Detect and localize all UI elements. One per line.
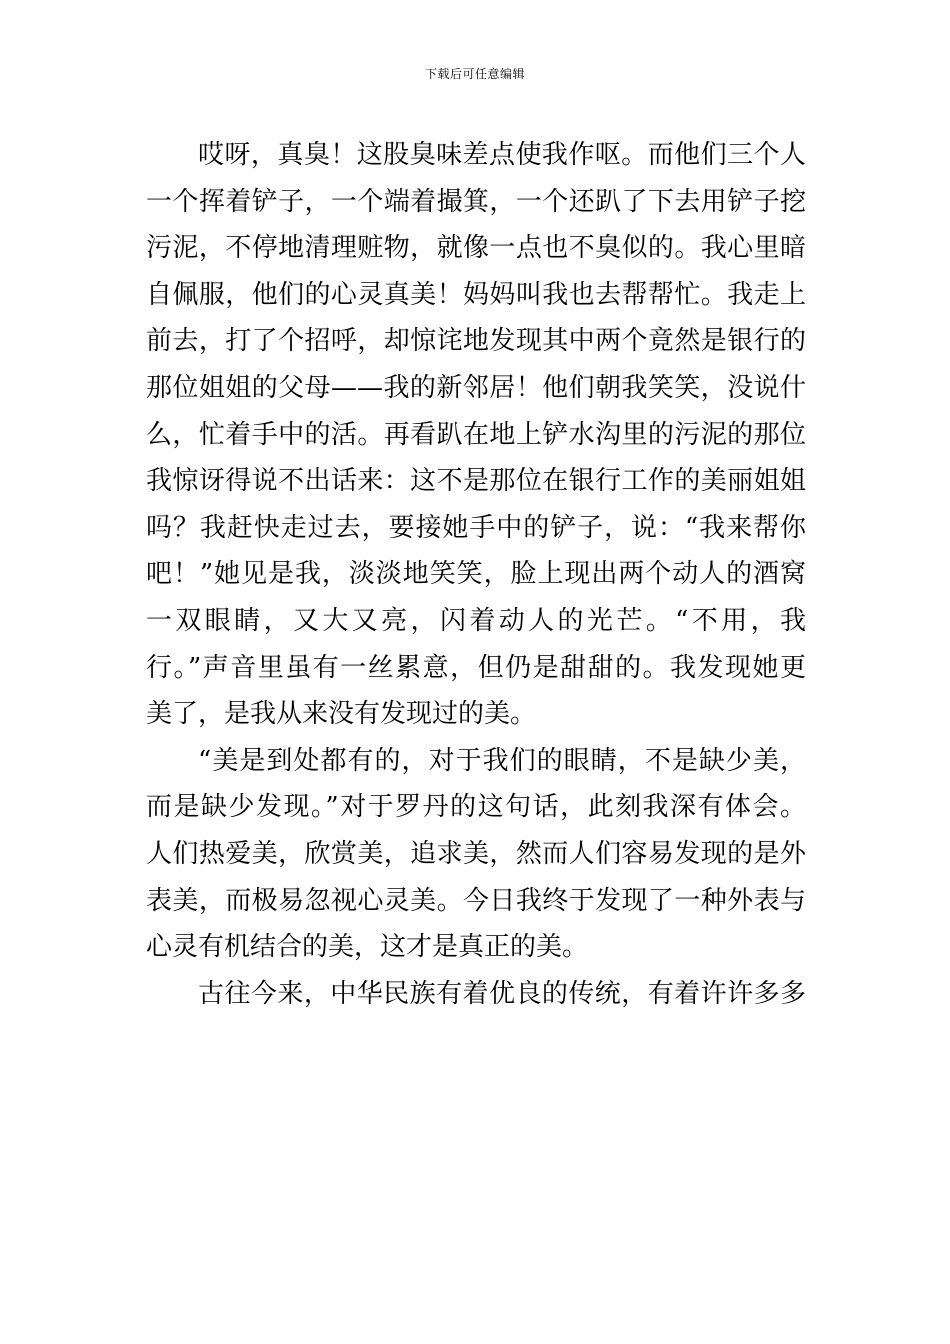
text-line: 人们热爱美，欣赏美，追求美，然而人们容易发现的是外 [146, 838, 806, 869]
text-line: 那位姐姐的父母——我的新邻居！他们朝我笑笑，没说什 [146, 372, 806, 403]
text-line: 行。”声音里虽有一丝累意，但仍是甜甜的。我发现她更 [146, 652, 806, 683]
text-line: 哎呀，真臭！这股臭味差点使我作呕。而他们三个人 [198, 140, 806, 170]
text-line: “美是到处都有的，对于我们的眼睛，不是缺少美， [198, 745, 806, 776]
text-line: 污泥，不停地清理赃物，就像一点也不臭似的。我心里暗 [146, 233, 806, 264]
text-line: 吗？我赶快走过去，要接她手中的铲子，说：“我来帮你 [146, 512, 806, 543]
document-body [146, 132, 806, 1017]
page-header: 下载后可任意编辑 [424, 67, 525, 81]
text-line: 古往今来，中华民族有着优良的传统，有着许许多多 [198, 978, 806, 1009]
text-line: 美了，是我从来没有发现过的美。 [146, 699, 537, 730]
text-line: 我惊讶得说不出话来：这不是那位在银行工作的美丽姐姐 [146, 466, 806, 497]
text-line: 吧！”她见是我，淡淡地笑笑，脸上现出两个动人的酒窝 [146, 559, 806, 590]
text-line: 表美，而极易忽视心灵美。今日我终于发现了一种外表与 [146, 885, 806, 916]
text-line: 一个挥着铲子，一个端着撮箕，一个还趴了下去用铲子挖 [146, 186, 806, 217]
text-line: 自佩服，他们的心灵真美！妈妈叫我也去帮帮忙。我走上 [146, 279, 806, 310]
text-line: 而是缺少发现。”对于罗丹的这句话，此刻我深有体会。 [146, 792, 806, 823]
text-line: 心灵有机结合的美，这才是真正的美。 [146, 932, 589, 963]
text-line: 么，忙着手中的活。再看趴在地上铲水沟里的污泥的那位 [146, 419, 806, 450]
text-line: 前去，打了个招呼，却惊诧地发现其中两个竟然是银行的 [146, 326, 806, 357]
text-line: 一双眼睛，又大又亮，闪着动人的光芒。“不用，我 [146, 605, 806, 636]
